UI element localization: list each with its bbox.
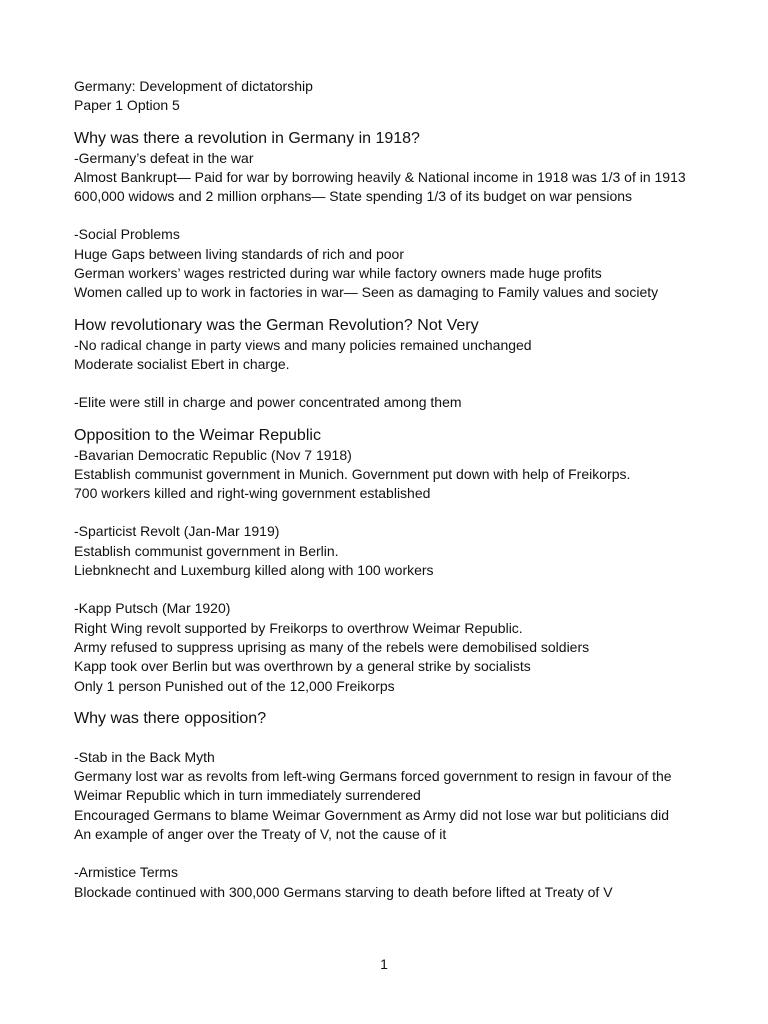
text-line: -Armistice Terms [74,864,178,881]
document-body [74,77,734,902]
text-line: -Kapp Putsch (Mar 1920) [74,600,231,617]
text-line: Almost Bankrupt— Paid for war by borrowing heavily & National income in 1918 was 1/3 of in 1913 [74,168,686,185]
text-line: Huge Gaps between living standards of rich and poor [74,245,404,262]
text-line: An example of anger over the Treaty of V, not the cause of it [74,826,447,843]
text-line: Germany lost war as revolts from left-wing Germans forced government to resign in favour of the [74,768,672,785]
text-line: -Elite were still in charge and power concentrated among them [74,394,462,411]
heading-why-opposition: Why was there opposition? [74,709,267,727]
text-line: Moderate socialist Ebert in charge. [74,355,290,372]
text-line: -Bavarian Democratic Republic (Nov 7 1918) [74,446,352,463]
document-subtitle: Paper 1 Option 5 [74,97,180,114]
text-line: Right Wing revolt supported by Freikorps to overthrow Weimar Republic. [74,619,523,636]
text-line: Army refused to suppress uprising as many of the rebels were demobilised soldiers [74,638,590,655]
text-line: Blockade continued with 300,000 Germans starving to death before lifted at Treaty of V [74,883,613,900]
text-line: Encouraged Germans to blame Weimar Government as Army did not lose war but politicians did [74,806,670,823]
text-line: Weimar Republic which in turn immediately surrendered [74,787,421,804]
text-line: Kapp took over Berlin but was overthrown by a general strike by socialists [74,658,531,675]
text-line: -Germany’s defeat in the war [74,149,254,166]
text-line: German workers’ wages restricted during war while factory owners made huge profits [74,265,602,282]
text-line: -Sparticist Revolt (Jan-Mar 1919) [74,523,280,540]
heading-opposition: Opposition to the Weimar Republic [74,426,321,444]
page-number: 1 [380,956,388,972]
heading-how-revolutionary: How revolutionary was the German Revolution? Not Very [74,316,479,334]
text-line: Liebnknecht and Luxemburg killed along with 100 workers [74,562,434,579]
text-line: Establish communist government in Munich. Government put down with help of Freikorps. [74,465,631,482]
text-line: Establish communist government in Berlin. [74,542,339,559]
text-line: -Social Problems [74,226,180,243]
heading-revolution: Why was there a revolution in Germany in 1918? [74,129,420,147]
document-title: Germany: Development of dictatorship [74,78,313,94]
text-line: 700 workers killed and right-wing government established [74,485,431,502]
text-line: Only 1 person Punished out of the 12,000 Freikorps [74,677,395,694]
text-line: 600,000 widows and 2 million orphans— State spending 1/3 of its budget on war pensions [74,188,633,205]
text-line: Women called up to work in factories in war— Seen as damaging to Family values and society [74,284,659,301]
text-line: -Stab in the Back Myth [74,748,215,765]
text-line: -No radical change in party views and many policies remained unchanged [74,336,532,353]
